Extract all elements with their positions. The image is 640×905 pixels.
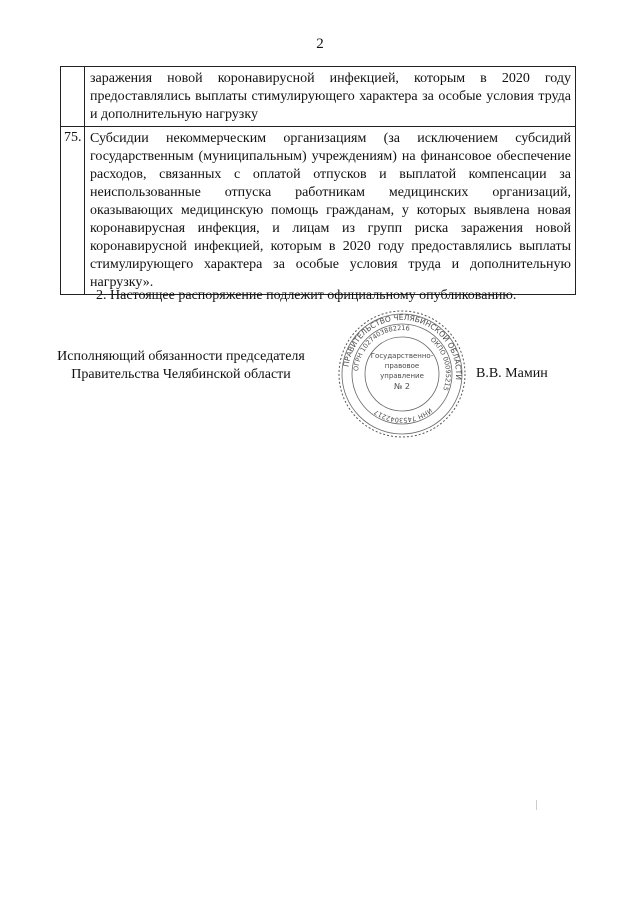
signatory-position [56, 348, 306, 384]
signatory-position-line: Исполняющий обязанности председателя [57, 349, 305, 364]
page-number: 2 [316, 36, 324, 52]
table-row [61, 127, 576, 295]
table-row [61, 67, 576, 127]
seal-center-line: Государственно- [370, 352, 434, 360]
row-number [61, 67, 85, 127]
seal-center-line: управление [380, 372, 424, 380]
seal-okpo: ОКПО 00095215 [428, 335, 453, 392]
items-table [60, 66, 576, 295]
scan-artifact [536, 800, 537, 810]
signatory-name: В.В. Мамин [476, 366, 548, 381]
seal-center-line: № 2 [394, 382, 410, 391]
row-number: 75. [61, 127, 85, 295]
signatory-position-line: Правительства Челябинской области [71, 367, 291, 382]
seal-ogrn: ОГРН 1027403882216 [352, 323, 411, 372]
official-seal [336, 308, 468, 440]
seal-outer-text: ПРАВИТЕЛЬСТВО ЧЕЛЯБИНСКОЙ ОБЛАСТИ [341, 312, 464, 381]
seal-center-line: правовое [384, 362, 420, 370]
row-text: заражения новой коронавирусной инфекцией, которым в 2020 году предоставлялись выплаты стимулирующего характера за особые условия труда и дополнительную нагрузку [85, 67, 576, 127]
publication-paragraph: 2. Настоящее распоряжение подлежит официальному опубликованию. [96, 288, 517, 303]
row-text: Субсидии некоммерческим организациям (за исключением субсидий государственным (муниципальным) учреждениям) на финансовое обеспечение расходов, связанных с оплатой отпусков и выплатой компенсации за неиспользованные отпуска работникам медицинских организаций, оказывающих медицинскую помощь гражданам, у которых выявлена новая коронавирусная инфекция, и лицам из групп риска заражения новой коронавирусной инфекцией, которым в 2020 году предоставлялись выплаты стимулирующего характера за особые условия труда и дополнительную нагрузку». [85, 127, 576, 295]
seal-inn: ИНН 7453042217 [372, 406, 434, 425]
